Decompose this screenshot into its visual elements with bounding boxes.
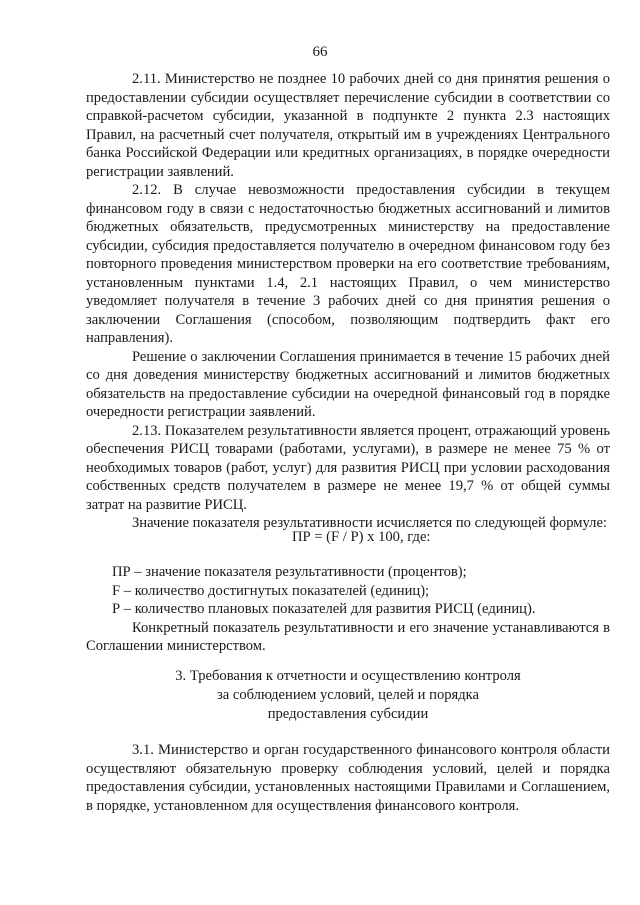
- paragraph-2-12: 2.12. В случае невозможности предоставления субсидии в текущем финансовом году в связи с недостаточностью бюджетных ассигнований и лимитов бюджетных обязательств, предусмотренных министерству на предоставление субсидии, субсидия предоставляется получателю в очередном финансовом году без повторного проведения министерством проверки на его соответствие требованиям, установленным пунктами 1.4, 2.1 настоящих Правил, о чем министерство уведомляет получателя в течение 3 рабочих дней со дня принятия решения о заключении Соглашения (способом, позволяющим подтвердить факт его направления).: [86, 182, 610, 346]
- body-text-upper: [86, 70, 610, 533]
- paragraph-2-13: 2.13. Показателем результативности является процент, отражающий уровень обеспечения РИСЦ товарами (работами, услугами), в размере не менее 75 % от необходимых товаров (работ, услуг) для развития РИСЦ при условии расходования собственных средств получателем в размере не менее 19,7 % от общей суммы затрат на развитие РИСЦ.: [86, 422, 610, 513]
- paragraph-3-1: 3.1. Министерство и орган государственного финансового контроля области осуществляют обязательную проверку соблюдения условий, целей и порядка предоставления субсидии, установленных настоящими Правилами и Соглашением, в порядке, установленном для осуществления финансового контроля.: [86, 742, 610, 814]
- section-title-line-1: 3. Требования к отчетности и осуществлению контроля: [175, 668, 521, 684]
- formula: ПР = (F / P) х 100, где:: [292, 529, 431, 545]
- paragraph-formula-intro: Значение показателя результативности исчисляется по следующей формуле:: [132, 515, 607, 531]
- definition-f: F – количество достигнутых показателей (единиц);: [112, 582, 430, 599]
- paragraph-2-11: 2.11. Министерство не позднее 10 рабочих дней со дня принятия решения о предоставлении субсидии осуществляет перечисление субсидии в соответствии со справкой-расчетом субсидии, указанной в подпункте 2 пункта 2.3 настоящих Правил, на расчетный счет получателя, открытый им в учреждениях Центрального банка Российской Федерации или кредитных организациях, в порядке очередности регистрации заявлений.: [86, 71, 610, 180]
- section-title-line-3: предоставления субсидии: [267, 706, 429, 722]
- section-title-line-2: за соблюдением условий, целей и порядка: [216, 687, 480, 703]
- definition-p: Р – количество плановых показателей для развития РИСЦ (единиц).: [112, 601, 536, 617]
- paragraph-specific-indicator: Конкретный показатель результативности и его значение устанавливаются в Соглашении министерством.: [86, 619, 610, 654]
- formula-block: [86, 528, 610, 547]
- section-3-heading: [86, 667, 610, 724]
- definitions-block: [86, 563, 610, 656]
- body-text-lower: [86, 741, 610, 815]
- page-number: 66: [312, 44, 328, 60]
- paragraph-decision: Решение о заключении Соглашения принимается в течение 15 рабочих дней со дня доведения министерству бюджетных ассигнований и лимитов бюджетных обязательств на предоставление субсидии на очередной финансовый год в порядке очередности регистрации заявлений.: [86, 348, 610, 420]
- definition-pr: ПР – значение показателя результативности (процентов);: [112, 564, 467, 580]
